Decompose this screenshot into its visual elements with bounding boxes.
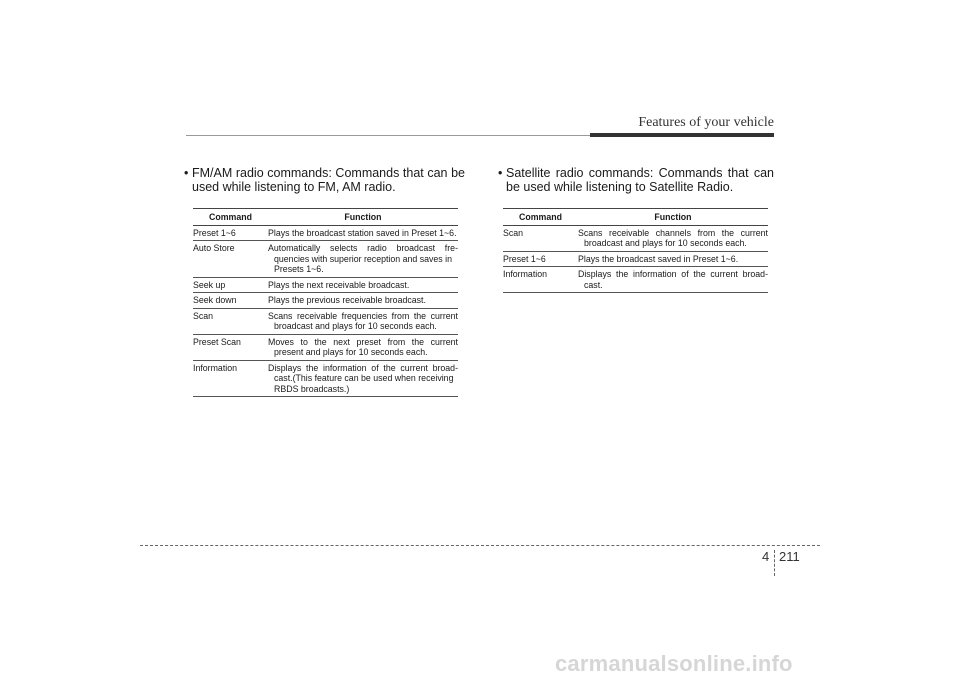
column-header-command: Command — [193, 209, 268, 226]
table-row — [503, 267, 768, 293]
command-cell: Preset 1~6 — [193, 225, 268, 241]
table-row — [503, 225, 768, 251]
header-rule-accent — [590, 133, 774, 137]
function-cell: Automatically selects radio broadcast fre- quencies with superior reception and saves in Presets 1~6. — [268, 241, 458, 278]
function-cell: Plays the broadcast saved in Preset 1~6. — [578, 251, 768, 267]
bullet-icon: • — [498, 166, 503, 180]
table-row — [193, 225, 458, 241]
table-row — [193, 277, 458, 293]
fm-am-section — [180, 166, 465, 397]
fm-am-intro: • FM/AM radio commands: Commands that can be used while listening to FM, AM radio. — [184, 166, 465, 194]
command-cell: Auto Store — [193, 241, 268, 278]
watermark: carmanualsonline.info — [555, 651, 793, 676]
command-cell: Seek down — [193, 293, 268, 309]
chapter-number: 4 — [762, 549, 770, 564]
function-cell: Scans receivable frequencies from the current broadcast and plays for 10 seconds each. — [268, 308, 458, 334]
command-cell: Information — [503, 267, 578, 293]
fm-am-command-table — [193, 208, 458, 397]
function-cell: Displays the information of the current broad- cast.(This feature can be used when receiving RBDS broadcasts.) — [268, 360, 458, 397]
command-cell: Preset 1~6 — [503, 251, 578, 267]
satellite-intro: • Satellite radio commands: Commands that can be used while listening to Satellite Radio. — [498, 166, 774, 194]
running-header-title: Features of your vehicle — [638, 115, 774, 130]
column-header-function: Function — [578, 209, 768, 226]
command-cell: Seek up — [193, 277, 268, 293]
table-row — [193, 308, 458, 334]
function-cell: Plays the previous receivable broadcast. — [268, 293, 458, 309]
function-cell: Plays the broadcast station saved in Preset 1~6. — [268, 225, 458, 241]
function-cell: Moves to the next preset from the current present and plays for 10 seconds each. — [268, 334, 458, 360]
function-cell: Scans receivable channels from the current broadcast and plays for 10 seconds each. — [578, 225, 768, 251]
table-row — [503, 251, 768, 267]
function-cell: Displays the information of the current broad- cast. — [578, 267, 768, 293]
column-header-function: Function — [268, 209, 458, 226]
command-cell: Information — [193, 360, 268, 397]
function-cell: Plays the next receivable broadcast. — [268, 277, 458, 293]
table-row — [193, 360, 458, 397]
command-cell: Scan — [193, 308, 268, 334]
table-header-row — [193, 209, 458, 226]
page-number-value: 211 — [779, 549, 800, 564]
footer-rule — [140, 545, 820, 546]
table-row — [193, 241, 458, 278]
table-row — [193, 293, 458, 309]
bullet-icon: • — [184, 166, 189, 180]
table-row — [193, 334, 458, 360]
column-header-command: Command — [503, 209, 578, 226]
satellite-command-table — [503, 208, 768, 293]
command-cell: Preset Scan — [193, 334, 268, 360]
page-number-divider — [774, 550, 775, 576]
satellite-section — [494, 166, 774, 293]
table-header-row — [503, 209, 768, 226]
command-cell: Scan — [503, 225, 578, 251]
